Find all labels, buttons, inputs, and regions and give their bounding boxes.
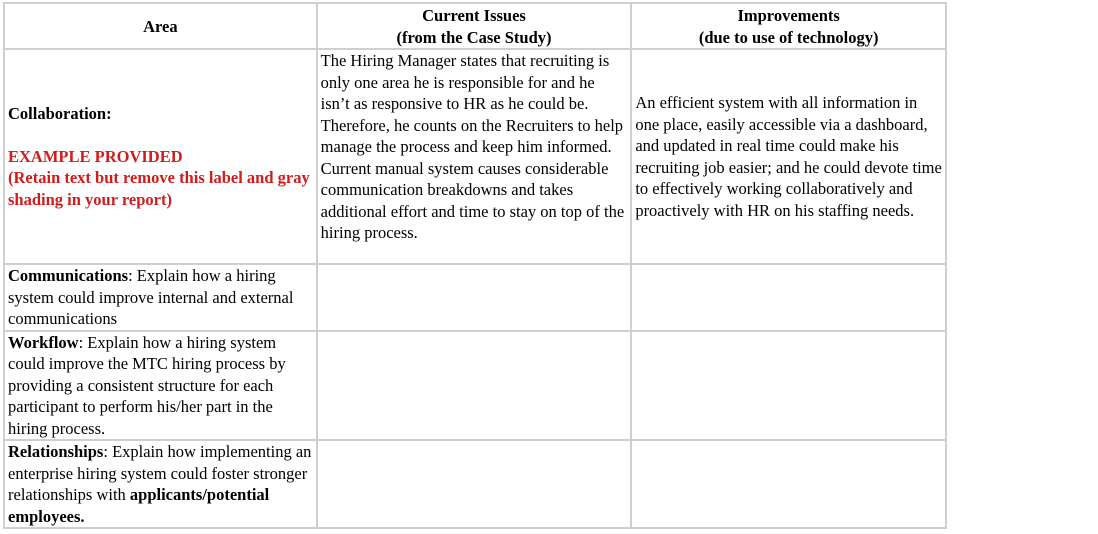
workflow-text: : Explain how a hiring system could improve the MTC hiring process by providing a consistent structure for each participant to perform his/her part in the hiring process. xyxy=(8,332,286,438)
communications-text: : Explain how a hiring system could improve internal and external communications xyxy=(8,266,294,328)
cell-communications-area xyxy=(4,264,317,331)
cell-communications-issues[interactable] xyxy=(317,264,632,331)
example-label: EXAMPLE PROVIDED xyxy=(8,146,183,166)
header-current-issues xyxy=(317,3,632,49)
collaboration-title: Collaboration: xyxy=(8,104,112,123)
header-area-label: Area xyxy=(143,16,178,36)
header-improve-line1: Improvements xyxy=(737,6,840,25)
communications-title: Communications xyxy=(8,266,129,285)
cell-collaboration-improvements xyxy=(631,49,946,264)
analysis-table xyxy=(3,2,947,529)
cell-collaboration-issues xyxy=(317,49,632,264)
workflow-title: Workflow xyxy=(8,332,79,352)
relationships-text: : Explain how implementing an enterprise hiring system could foster stronger relationships with xyxy=(8,442,312,504)
cell-communications-improvements[interactable] xyxy=(631,264,946,331)
header-improvements xyxy=(631,3,946,49)
cell-workflow-area xyxy=(4,331,317,441)
row-communications xyxy=(4,264,946,331)
relationships-title: Relationships xyxy=(8,442,104,461)
cell-relationships-issues[interactable] xyxy=(317,440,632,528)
relationships-bold-tail: applicants/potential employees. xyxy=(8,485,270,526)
collaboration-issues-p2: Current manual system causes considerable communication breakdowns and takes additional effort and time to stay on top of the hiring process. xyxy=(320,158,625,242)
header-issues-line2: (from the Case Study) xyxy=(396,27,552,47)
row-workflow xyxy=(4,331,946,441)
row-relationships xyxy=(4,440,946,528)
cell-collaboration-area xyxy=(4,49,317,264)
cell-relationships-improvements[interactable] xyxy=(631,440,946,528)
cell-workflow-improvements[interactable] xyxy=(631,331,946,441)
cell-workflow-issues[interactable] xyxy=(317,331,632,441)
header-issues-line1: Current Issues xyxy=(422,6,526,25)
header-improve-line2: (due to use of technology) xyxy=(698,27,879,47)
row-collaboration xyxy=(4,49,946,264)
header-row xyxy=(4,3,946,49)
collaboration-improvements-text: An efficient system with all information in one place, easily accessible via a dashboard, and updated in real time could make his recruiting job easier; and he could devote time to effectively working collaboratively and proactively with HR on his staffing needs. xyxy=(635,93,942,220)
header-area xyxy=(4,3,317,49)
collaboration-issues-p1: The Hiring Manager states that recruiting is only one area he is responsible for and he isn’t as responsive to HR as he could be. Therefore, he counts on the Recruiters to help manage the process and keep him informed. xyxy=(320,51,624,156)
example-note: (Retain text but remove this label and gray shading in your report) xyxy=(8,168,310,209)
cell-relationships-area xyxy=(4,440,317,528)
